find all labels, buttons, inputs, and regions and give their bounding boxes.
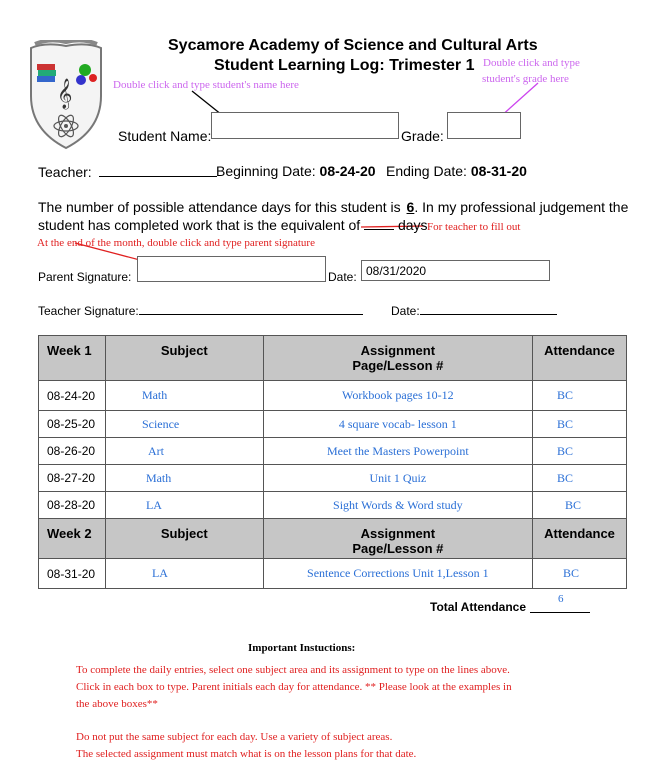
- teacher-line: [38, 163, 217, 180]
- subject-heading: Subject: [105, 336, 263, 381]
- row-date: 08-24-20: [39, 381, 106, 411]
- possible-days-value: 6: [406, 199, 415, 215]
- grade-hint-annotation-line2: student's grade here: [482, 73, 569, 85]
- attendance-paragraph-line1: [38, 199, 628, 215]
- total-attendance-value: 6: [558, 593, 564, 605]
- row-date: 08-27-20: [39, 465, 106, 492]
- row-attendance[interactable]: BC: [533, 411, 627, 438]
- row-subject[interactable]: LA: [105, 492, 263, 519]
- attendance-heading: Attendance: [533, 519, 627, 559]
- teacher-date-line: [391, 303, 557, 318]
- row-assignment[interactable]: Meet the Masters Powerpoint: [263, 438, 532, 465]
- teacher-label: Teacher:: [38, 164, 92, 180]
- teacher-signature-line: [38, 303, 363, 318]
- beginning-date-value: 08-24-20: [319, 163, 376, 179]
- log-title: Student Learning Log: Trimester 1: [214, 57, 475, 74]
- row-subject[interactable]: LA: [105, 559, 263, 589]
- week2-heading: Week 2: [39, 519, 106, 559]
- table-row: [39, 381, 627, 411]
- parent-signature-label: Parent Signature:: [38, 270, 132, 284]
- teacher-hint-annotation: For teacher to fill out: [427, 221, 521, 233]
- row-date: 08-26-20: [39, 438, 106, 465]
- row-attendance[interactable]: BC: [533, 559, 627, 589]
- teacher-date-blank[interactable]: [420, 303, 557, 315]
- instruction-line: Do not put the same subject for each day. Use a variety of subject areas.: [76, 731, 393, 743]
- teacher-signature-label: Teacher Signature:: [38, 304, 139, 318]
- assignment-heading: Assignment Page/Lesson #: [263, 519, 532, 559]
- ending-date-label: Ending Date:: [386, 163, 467, 179]
- instruction-line: the above boxes**: [76, 698, 158, 710]
- grade-hint-annotation-line1: Double click and type: [483, 57, 580, 69]
- assignment-heading: Assignment Page/Lesson #: [263, 336, 532, 381]
- week1-heading: Week 1: [39, 336, 106, 381]
- possible-days-text: The number of possible attendance days for this student is: [38, 199, 401, 215]
- beginning-date-line: [216, 163, 376, 179]
- table-row: [39, 438, 627, 465]
- row-date: 08-25-20: [39, 411, 106, 438]
- row-attendance[interactable]: BC: [533, 492, 627, 519]
- table-row: [39, 411, 627, 438]
- instruction-line: Click in each box to type. Parent initials each day for attendance. ** Please look at the examples in: [76, 681, 512, 693]
- grade-input[interactable]: [447, 112, 521, 139]
- teacher-signature-blank[interactable]: [139, 303, 363, 315]
- total-attendance-label: Total Attendance: [430, 600, 527, 614]
- week1-header-row: [39, 336, 627, 381]
- name-hint-annotation: Double click and type student's name here: [113, 79, 299, 91]
- school-name: Sycamore Academy of Science and Cultural Arts: [168, 37, 538, 54]
- days-word: days: [397, 217, 428, 233]
- equivalent-days-blank[interactable]: [364, 216, 394, 230]
- svg-text:𝄞: 𝄞: [57, 79, 73, 109]
- attendance-paragraph-line2: [38, 216, 428, 233]
- ending-date-line: [386, 163, 527, 179]
- parent-date-input[interactable]: [361, 260, 550, 281]
- student-name-input[interactable]: [211, 112, 399, 139]
- row-assignment[interactable]: Unit 1 Quiz: [263, 465, 532, 492]
- grade-label: Grade:: [401, 128, 444, 144]
- judgement-text: . In my professional judgement the: [414, 199, 629, 215]
- row-date: 08-31-20: [39, 559, 106, 589]
- instruction-line: To complete the daily entries, select one subject area and its assignment to type on the lines above.: [76, 664, 510, 676]
- parent-signature-input[interactable]: [137, 256, 326, 282]
- parent-hint-annotation: At the end of the month, double click and type parent signature: [37, 237, 315, 249]
- learning-log-table: [38, 335, 627, 589]
- row-subject[interactable]: Art: [105, 438, 263, 465]
- row-attendance[interactable]: BC: [533, 465, 627, 492]
- subject-heading: Subject: [105, 519, 263, 559]
- row-attendance[interactable]: BC: [533, 438, 627, 465]
- total-attendance-field[interactable]: [530, 593, 590, 613]
- teacher-blank[interactable]: [99, 163, 217, 177]
- row-subject[interactable]: Math: [105, 465, 263, 492]
- instructions-title: Important Instuctions:: [248, 642, 356, 654]
- row-subject[interactable]: Math: [105, 381, 263, 411]
- row-assignment[interactable]: 4 square vocab- lesson 1: [263, 411, 532, 438]
- teacher-date-label: Date:: [391, 304, 420, 318]
- instruction-line: The selected assignment must match what is on the lesson plans for that date.: [76, 748, 417, 760]
- table-row: [39, 559, 627, 589]
- student-name-label: Student Name:: [118, 128, 212, 144]
- row-attendance[interactable]: BC: [533, 381, 627, 411]
- row-assignment[interactable]: Sentence Corrections Unit 1,Lesson 1: [263, 559, 532, 589]
- parent-date-label: Date:: [328, 270, 357, 284]
- equivalent-text: student has completed work that is the equivalent of: [38, 217, 361, 233]
- row-assignment[interactable]: Workbook pages 10-12: [263, 381, 532, 411]
- row-date: 08-28-20: [39, 492, 106, 519]
- beginning-date-label: Beginning Date:: [216, 163, 316, 179]
- table-row: [39, 492, 627, 519]
- row-subject[interactable]: Science: [105, 411, 263, 438]
- ending-date-value: 08-31-20: [470, 163, 527, 179]
- attendance-heading: Attendance: [533, 336, 627, 381]
- parent-date-value: 08/31/2020: [366, 264, 427, 278]
- row-assignment[interactable]: Sight Words & Word study: [263, 492, 532, 519]
- week2-header-row: [39, 519, 627, 559]
- table-row: [39, 465, 627, 492]
